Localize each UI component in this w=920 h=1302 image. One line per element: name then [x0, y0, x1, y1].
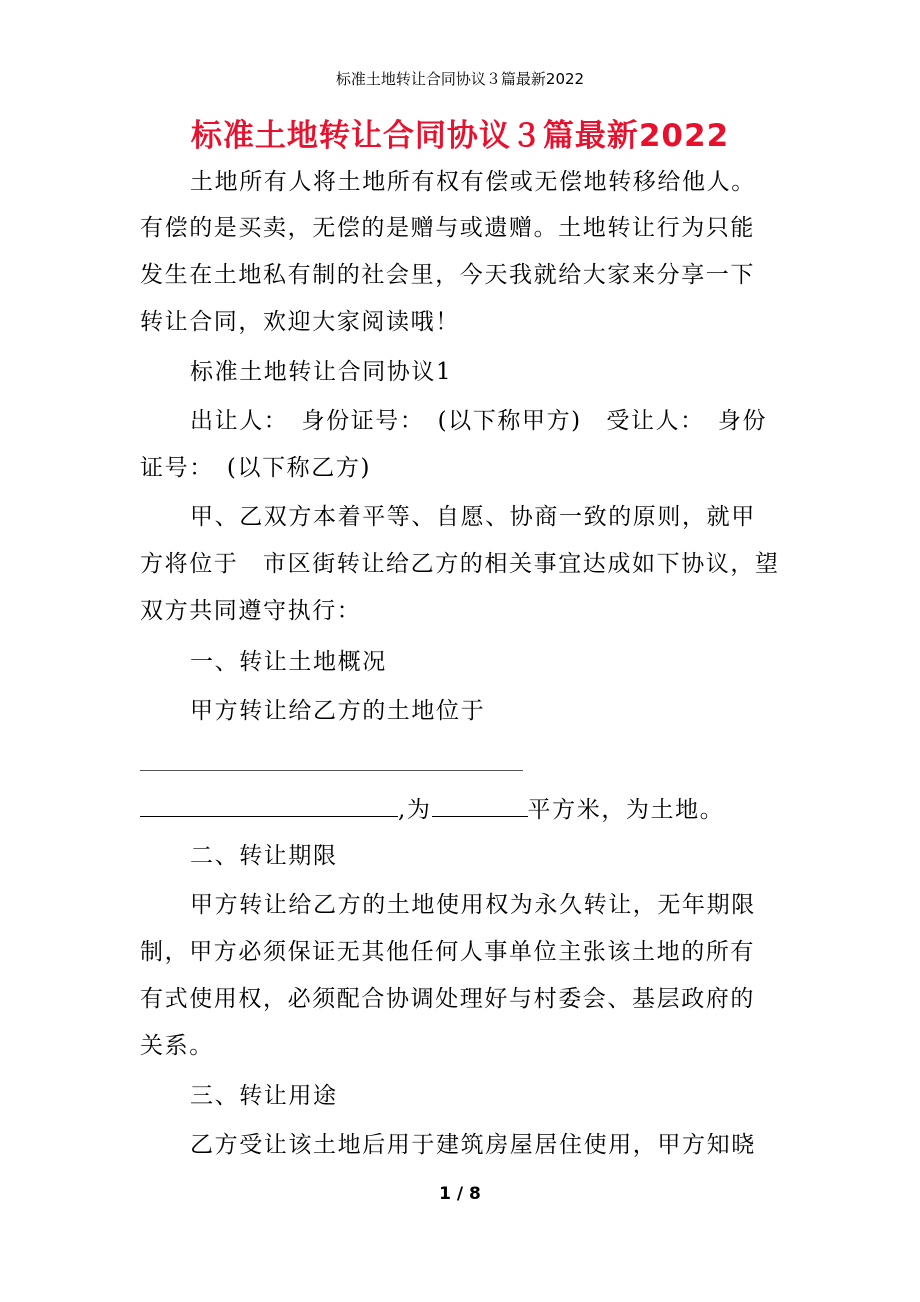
- paragraph-line: 甲方转让给乙方的土地位于: [190, 698, 486, 724]
- fill-text: ,为: [398, 797, 432, 823]
- section-heading: 三、转让用途: [190, 1083, 338, 1109]
- section-heading: 一、转让土地概况: [190, 649, 387, 675]
- running-header: 标准土地转让合同协议３篇最新2022: [335, 70, 585, 88]
- section-heading: 二、转让期限: [190, 843, 338, 869]
- paragraph-line: 乙方受让该土地后用于建筑房屋居住使用，甲方知晓: [190, 1132, 756, 1158]
- paragraph-line: 甲方转让给乙方的土地使用权为永久转让，无年期限: [190, 892, 756, 918]
- page-number: 1 / 8: [439, 1184, 481, 1204]
- paragraph-line: 有式使用权，必须配合协调处理好与村委会、基层政府的: [140, 986, 755, 1012]
- blank-fill-line: [140, 770, 523, 771]
- blank-field: [140, 794, 398, 817]
- paragraph-line: 关系。: [140, 1033, 214, 1059]
- paragraph-line: 甲、乙双方本着平等、自愿、协商一致的原则，就甲: [190, 504, 756, 530]
- document-title: 标准土地转让合同协议３篇最新2022: [190, 118, 730, 154]
- paragraph-line: 有偿的是买卖，无偿的是赠与或遗赠。土地转让行为只能: [140, 215, 755, 241]
- paragraph-line: 双方共同遵守执行：: [140, 598, 362, 624]
- blank-field: [432, 794, 528, 817]
- paragraph-line: 出让人： 身份证号： (以下称甲方) 受让人： 身份: [190, 408, 768, 434]
- fill-in-line: [140, 794, 780, 825]
- paragraph-line: 发生在土地私有制的社会里，今天我就给大家来分享一下: [140, 262, 755, 288]
- paragraph-line: 制，甲方必须保证无其他任何人事单位主张该土地的所有: [140, 939, 755, 965]
- paragraph-line: 方将位于 市区街转让给乙方的相关事宜达成如下协议，望: [140, 551, 780, 577]
- paragraph-line: 土地所有人将土地所有权有偿或无偿地转移给他人。: [190, 169, 756, 195]
- fill-text: 平方米，为土地。: [527, 797, 725, 823]
- paragraph-line: 转让合同，欢迎大家阅读哦！: [140, 309, 460, 335]
- section-heading: 标准土地转让合同协议1: [190, 359, 453, 385]
- paragraph-line: 证号： (以下称乙方): [140, 455, 372, 481]
